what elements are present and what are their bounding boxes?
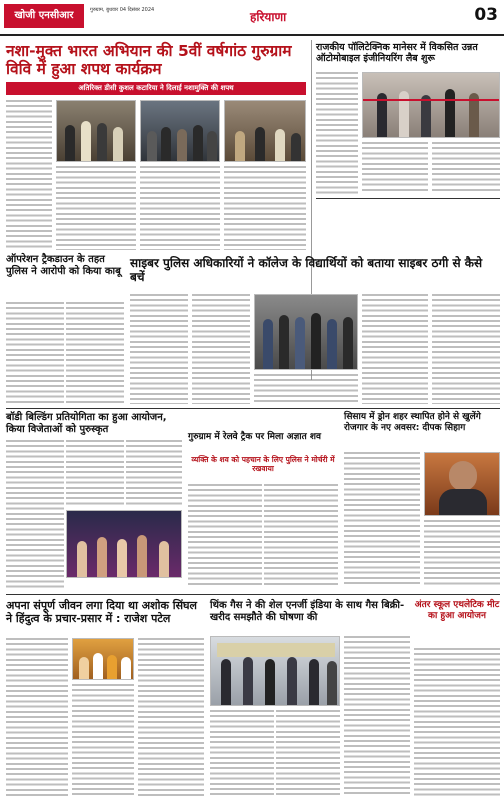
gas-photo <box>210 636 340 706</box>
sisay-headline: सिसाय में ड्रोन शहर स्थापित होने से खुलेंगे रोजगार के नए अवसर: दीपक सिहाग <box>344 412 481 433</box>
operation-headline: ऑपरेशन ट्रैकडाउन के तहत पुलिस ने आरोपी को किया काबू <box>6 254 121 277</box>
cyber-text-col-1 <box>130 294 188 404</box>
gas-text-col-3 <box>344 636 410 796</box>
divider <box>316 198 500 199</box>
cyber-text-col-4 <box>362 294 428 404</box>
polytechnic-text-col-2 <box>362 142 428 194</box>
main-text-col-1 <box>6 100 52 250</box>
sisay-portrait <box>424 452 500 516</box>
singhal-headline: अपना संपूर्ण जीवन लगा दिया था अशोक सिंघल ने हिंदुत्व के प्रचार-प्रसार में : राजेश पटेल <box>6 599 198 625</box>
main-headline: नशा-मुक्त भारत अभियान की 5वीं वर्षगांठ गुरुग्राम विवि में हुआ शपथ कार्यक्रम <box>6 42 292 79</box>
cyber-headline: साइबर पुलिस अधिकारियों ने कॉलेज के विद्यार्थियों को बताया साइबर ठगी से कैसे बचें <box>130 256 483 285</box>
section-title: हरियाणा <box>250 10 287 24</box>
sisay-text-col-2 <box>424 520 500 586</box>
main-banner: अतिरिक्त डीसी कुशल कटारिया ने दिलाई नशामुक्ति की शपथ <box>6 82 306 95</box>
bodybuilding-text-col-1 <box>6 440 64 590</box>
brand-logo: खोजी एनसीआर <box>4 4 84 28</box>
singhal-text-col-2 <box>72 684 134 796</box>
bodybuilding-photo <box>66 510 182 578</box>
main-text-col-3 <box>140 166 220 250</box>
cyber-text-col-3 <box>254 374 358 404</box>
main-text-col-4 <box>224 166 306 250</box>
railway-subhead: व्यक्ति के शव को पहचान के लिए पुलिस ने मोर्चरी में रखवाया <box>191 455 335 473</box>
polytechnic-text-col-3 <box>432 142 500 194</box>
singhal-text-col-3 <box>138 638 204 796</box>
sisay-text-col-1 <box>344 452 420 586</box>
operation-text-col-2 <box>66 302 124 404</box>
cyber-text-col-5 <box>432 294 500 404</box>
main-photo-3 <box>224 100 306 162</box>
school-text-col <box>414 648 500 796</box>
main-text-col-2 <box>56 166 136 250</box>
cyber-text-col-2 <box>192 294 250 404</box>
gas-text-col-2 <box>276 710 340 796</box>
railway-text-col-2 <box>264 484 338 586</box>
gas-text-col-1 <box>210 710 274 796</box>
divider <box>6 594 500 595</box>
cyber-photo <box>254 294 358 370</box>
bodybuilding-text-col-2 <box>66 440 124 506</box>
polytechnic-text-col <box>316 72 358 194</box>
gas-headline: थिंक गैस ने की शेल एनर्जी इंडिया के साथ गैस बिक्री-खरीद समझौते की घोषणा की <box>210 600 405 623</box>
body-building-headline: बॉडी बिल्डिंग प्रतियोगिता का हुआ आयोजन, किया विजेताओं को पुरुस्कृत <box>6 412 167 435</box>
polytechnic-headline: राजकीय पॉलिटेक्निक मानेसर में विकसित उन्नत ऑटोमोबाइल इंजीनियरिंग लैब शुरू <box>316 42 478 65</box>
main-photo-2 <box>140 100 220 162</box>
singhal-photo <box>72 638 134 680</box>
polytechnic-photo <box>362 72 500 138</box>
divider <box>6 408 500 409</box>
operation-text-col-1 <box>6 302 64 404</box>
school-headline: अंतर स्कूल एथलेटिक मीट का हुआ आयोजन <box>414 600 500 621</box>
bodybuilding-text-col-3 <box>126 440 182 506</box>
singhal-text-col-1 <box>6 638 68 796</box>
railway-text-col-1 <box>188 484 262 586</box>
page-number: 03 <box>474 5 498 25</box>
main-photo-1 <box>56 100 136 162</box>
masthead <box>0 0 504 36</box>
dateline: गुरुग्राम, बुधवार 04 दिसंबर 2024 <box>90 7 155 13</box>
railway-headline: गुरुग्राम में रेलवे ट्रैक पर मिला अज्ञात शव <box>188 432 321 442</box>
